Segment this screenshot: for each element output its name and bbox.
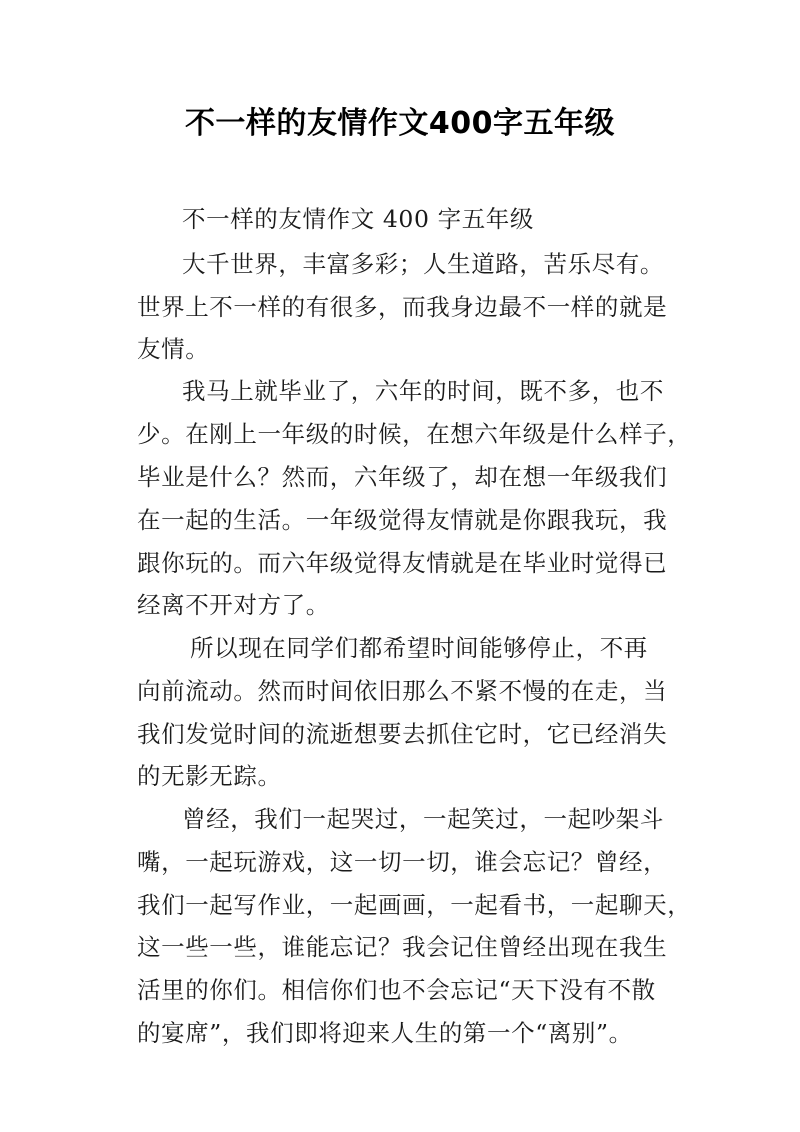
text-line: 我马上就毕业了，六年的时间，既不多，也不	[182, 377, 664, 405]
text-line: 的宴席”，我们即将迎来人生的第一个“离别”。	[137, 1019, 633, 1047]
text-line: 不一样的友情作文 400 字五年级	[182, 205, 534, 233]
text-line: 的无影无踪。	[137, 762, 282, 790]
text-line: 经离不开对方了。	[137, 591, 330, 619]
text-line: 大千世界，丰富多彩；人生道路，苦乐尽有。	[182, 250, 664, 278]
text-line: 在一起的生活。一年级觉得友情就是你跟我玩，我	[137, 506, 668, 534]
text-line: 这一些一些，谁能忘记？我会记住曾经出现在我生	[137, 933, 668, 961]
text-line: 曾经，我们一起哭过，一起笑过，一起吵架斗	[182, 805, 664, 833]
text-line: 我们一起写作业，一起画画，一起看书，一起聊天，	[137, 891, 692, 919]
text-line: 活里的你们。相信你们也不会忘记“天下没有不散	[137, 976, 656, 1004]
text-line: 毕业是什么？然而，六年级了，却在想一年级我们	[137, 463, 668, 491]
text-line: 所以现在同学们都希望时间能够停止，不再	[190, 634, 648, 662]
text-line: 少。在刚上一年级的时候，在想六年级是什么样子，	[137, 420, 692, 448]
document-title: 不一样的友情作文400字五年级	[184, 106, 616, 141]
text-line: 嘴，一起玩游戏，这一切一切，谁会忘记？曾经，	[137, 848, 668, 876]
text-line: 世界上不一样的有很多，而我身边最不一样的就是	[137, 293, 668, 321]
text-line: 我们发觉时间的流逝想要去抓住它时，它已经消失	[137, 720, 668, 748]
text-line: 友情。	[137, 335, 210, 363]
text-line: 向前流动。然而时间依旧那么不紧不慢的在走，当	[137, 677, 668, 705]
text-line: 跟你玩的。而六年级觉得友情就是在毕业时觉得已	[137, 549, 668, 577]
